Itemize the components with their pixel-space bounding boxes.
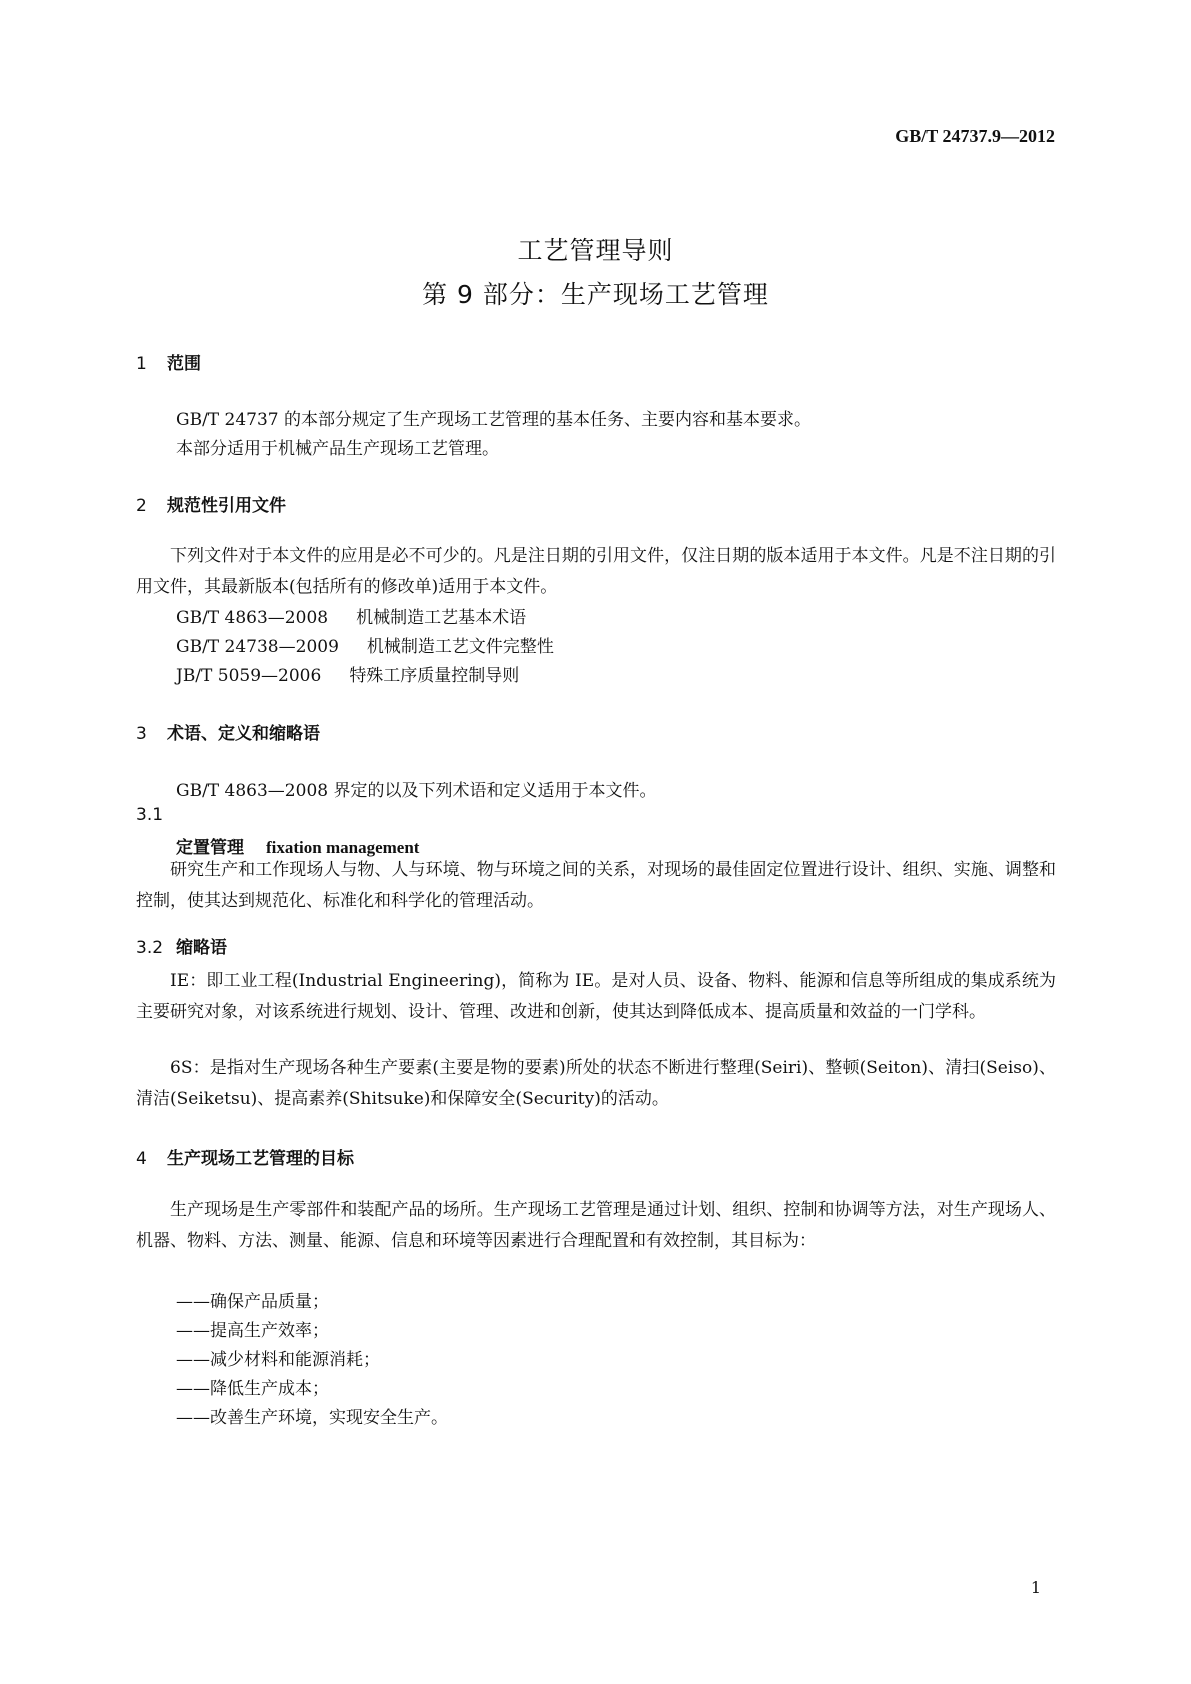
section-number: 3.2: [136, 938, 164, 958]
reference-code: JB/T 5059—2006: [176, 666, 322, 686]
section-1-para-2: 本部分适用于机械产品生产现场工艺管理。: [176, 439, 499, 459]
abbreviation-6s: 6S：是指对生产现场各种生产要素(主要是物的要素)所处的状态不断进行整理(Seiri)、整顿(Seiton)、清扫(Seiso)、清洁(Seiketsu)、提高素养(Shitsuke)和保障安全(Security)的活动。: [136, 1058, 1056, 1109]
section-title: 范围: [167, 354, 201, 374]
reference-name: 机械制造工艺文件完整性: [366, 637, 554, 657]
goal-list-item: ——降低生产成本；: [176, 1379, 329, 1399]
section-1-heading: [136, 349, 201, 374]
reference-code: GB/T 24738—2009: [176, 637, 339, 657]
goal-list-item: ——提高生产效率；: [176, 1321, 329, 1341]
reference-name: 机械制造工艺基本术语: [356, 608, 527, 628]
standard-number: GB/T 24737.9—2012: [895, 126, 1055, 146]
goal-list-item: ——改善生产环境，实现安全生产。: [176, 1408, 448, 1428]
goal-list-item: ——减少材料和能源消耗；: [176, 1350, 380, 1370]
section-2-intro: 下列文件对于本文件的应用是必不可少的。凡是注日期的引用文件，仅注日期的版本适用于本文件。凡是不注日期的引用文件，其最新版本(包括所有的修改单)适用于本文件。: [136, 546, 1056, 597]
section-number: 3: [136, 724, 147, 744]
section-2-heading: [136, 491, 286, 516]
reference-name: 特殊工序质量控制导则: [349, 666, 520, 686]
term-english: fixation management: [266, 838, 420, 857]
term-chinese: 定置管理: [176, 838, 244, 858]
term-definition: 研究生产和工作现场人与物、人与环境、物与环境之间的关系，对现场的最佳固定位置进行设计、组织、实施、调整和控制，使其达到规范化、标准化和科学化的管理活动。: [136, 860, 1056, 911]
document-subtitle: 第 9 部分：生产现场工艺管理: [422, 280, 769, 309]
section-title: 术语、定义和缩略语: [167, 724, 320, 744]
section-number: 1: [136, 354, 147, 374]
goal-list-item: ——确保产品质量；: [176, 1292, 329, 1312]
section-number: 2: [136, 496, 147, 516]
reference-item: [176, 661, 519, 686]
abbreviation-ie: IE：即工业工程(Industrial Engineering)，简称为 IE。是对人员、设备、物料、能源和信息等所组成的集成系统为主要研究对象，对该系统进行规划、设计、管理、改进和创新，使其达到降低成本、提高质量和效益的一门学科。: [136, 971, 1056, 1022]
section-number: 4: [136, 1149, 147, 1169]
subsection-3-1-number: 3.1: [136, 805, 164, 825]
section-3-heading: [136, 719, 320, 744]
section-4-heading: [136, 1144, 354, 1169]
document-title: 工艺管理导则: [517, 236, 674, 265]
section-title: 规范性引用文件: [167, 496, 286, 516]
page-number: 1: [1030, 1578, 1041, 1597]
section-1-para-1: GB/T 24737 的本部分规定了生产现场工艺管理的基本任务、主要内容和基本要求。: [176, 410, 812, 430]
subsection-3-2-heading: [136, 933, 227, 958]
reference-item: [176, 632, 554, 657]
section-title: 生产现场工艺管理的目标: [167, 1149, 354, 1169]
reference-item: [176, 603, 526, 628]
section-4-intro: 生产现场是生产零部件和装配产品的场所。生产现场工艺管理是通过计划、组织、控制和协调等方法，对生产现场人、机器、物料、方法、测量、能源、信息和环境等因素进行合理配置和有效控制，其目标为：: [136, 1200, 1056, 1251]
section-title: 缩略语: [176, 938, 227, 958]
reference-code: GB/T 4863—2008: [176, 608, 329, 628]
section-3-intro: GB/T 4863—2008 界定的以及下列术语和定义适用于本文件。: [176, 781, 657, 801]
